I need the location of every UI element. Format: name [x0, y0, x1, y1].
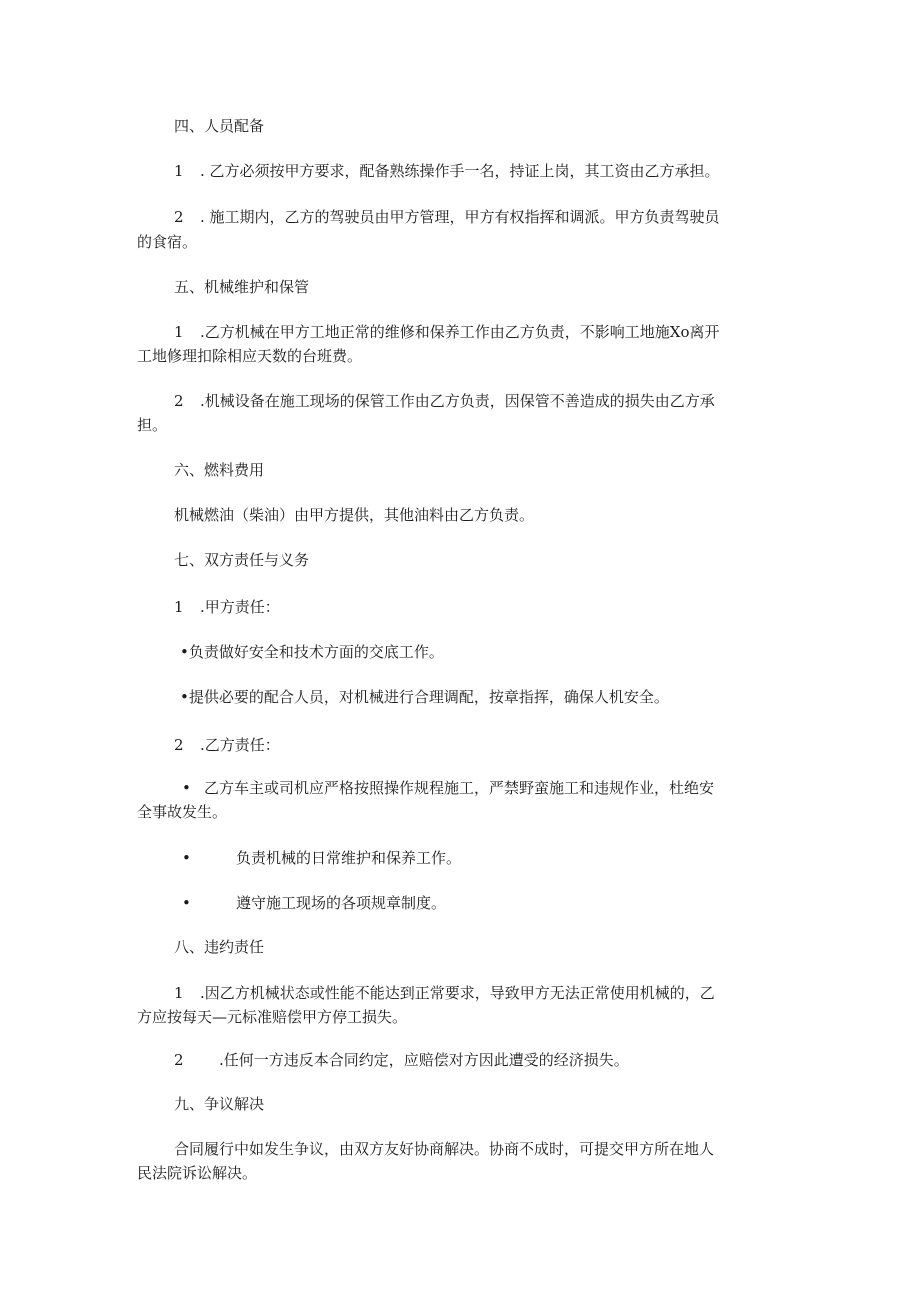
section-heading-6: 六、燃料费用: [174, 461, 265, 479]
duty-text: 乙方车主或司机应严格按照操作规程施工，严禁野蛮施工和违规作业，杜绝安: [204, 779, 715, 797]
clause-5-1-continued: 工地修理扣除相应天数的台班费。: [137, 347, 363, 365]
bullet: •: [180, 688, 189, 706]
clause-text: .乙方责任：: [200, 736, 280, 754]
section-heading-4: 四、人员配备: [174, 117, 265, 135]
clause-8-1: [174, 983, 715, 1003]
section-heading-9: 九、争议解决: [174, 1095, 265, 1113]
bullet: •: [182, 894, 191, 912]
clause-4-2-continued: 的食宿。: [137, 233, 198, 251]
party-b-duty-1-continued: 全事故发生。: [137, 803, 228, 821]
party-b-duty-3: [182, 893, 446, 913]
clause-8-1-continued: 方应按每天—元标准赔偿甲方停工损失。: [137, 1008, 408, 1026]
clause-number: 2: [174, 1051, 184, 1069]
clause-text: .因乙方机械状态或性能不能达到正常要求，导致甲方无法正常使用机械的，乙: [200, 984, 715, 1002]
duty-text: 遵守施工现场的各项规章制度。: [236, 894, 447, 912]
section-heading-5: 五、机械维护和保管: [174, 278, 310, 296]
bullet: •: [182, 849, 191, 867]
clause-number: 2: [174, 208, 184, 226]
clause-number: 2: [174, 392, 184, 410]
clause-text: .乙方机械在甲方工地正常的维修和保养工作由乙方负责，不影响工地施Xo离开: [200, 323, 720, 341]
clause-number: 1: [174, 598, 184, 616]
party-a-label: [174, 597, 280, 617]
clause-text: . 施工期内，乙方的驾驶员由甲方管理，甲方有权指挥和调派。甲方负责驾驶员: [200, 208, 720, 226]
duty-text: 负责机械的日常维护和保养工作。: [236, 849, 462, 867]
party-b-duty-1: [182, 778, 714, 798]
section-6-text: 机械燃油（柴油）由甲方提供，其他油料由乙方负责。: [174, 506, 535, 524]
bullet: •: [182, 779, 191, 797]
clause-5-2-continued: 担。: [137, 416, 168, 434]
clause-text: .机械设备在施工现场的保管工作由乙方负责，因保管不善造成的损失由乙方承: [200, 392, 715, 410]
party-b-label: [174, 735, 280, 755]
clause-number: 1: [174, 162, 184, 180]
duty-text: 提供必要的配合人员，对机械进行合理调配，按章指挥，确保人机安全。: [188, 688, 669, 706]
duty-text: 负责做好安全和技术方面的交底工作。: [188, 643, 444, 661]
party-b-duty-2: [182, 848, 461, 868]
clause-text: .甲方责任：: [200, 598, 280, 616]
clause-number: 1: [174, 984, 184, 1002]
clause-text: . 乙方必须按甲方要求，配备熟练操作手一名，持证上岗，其工资由乙方承担。: [200, 162, 720, 180]
party-a-duty-2: [180, 687, 669, 707]
bullet: •: [180, 643, 189, 661]
clause-text: .任何一方违反本合同约定，应赔偿对方因此遭受的经济损失。: [219, 1051, 629, 1069]
clause-5-2: [174, 391, 715, 411]
section-heading-8: 八、违约责任: [174, 938, 265, 956]
section-9-text-continued: 民法院诉讼解决。: [137, 1164, 258, 1182]
clause-5-1: [174, 322, 719, 342]
clause-4-2: [174, 207, 720, 227]
party-a-duty-1: [180, 642, 444, 662]
clause-number: 2: [174, 736, 184, 754]
clause-4-1: [174, 161, 720, 181]
section-heading-7: 七、双方责任与义务: [174, 551, 310, 569]
clause-number: 1: [174, 323, 184, 341]
clause-8-2: [174, 1050, 629, 1070]
section-9-text: 合同履行中如发生争议，由双方友好协商解决。协商不成时，可提交甲方所在地人: [174, 1140, 715, 1158]
